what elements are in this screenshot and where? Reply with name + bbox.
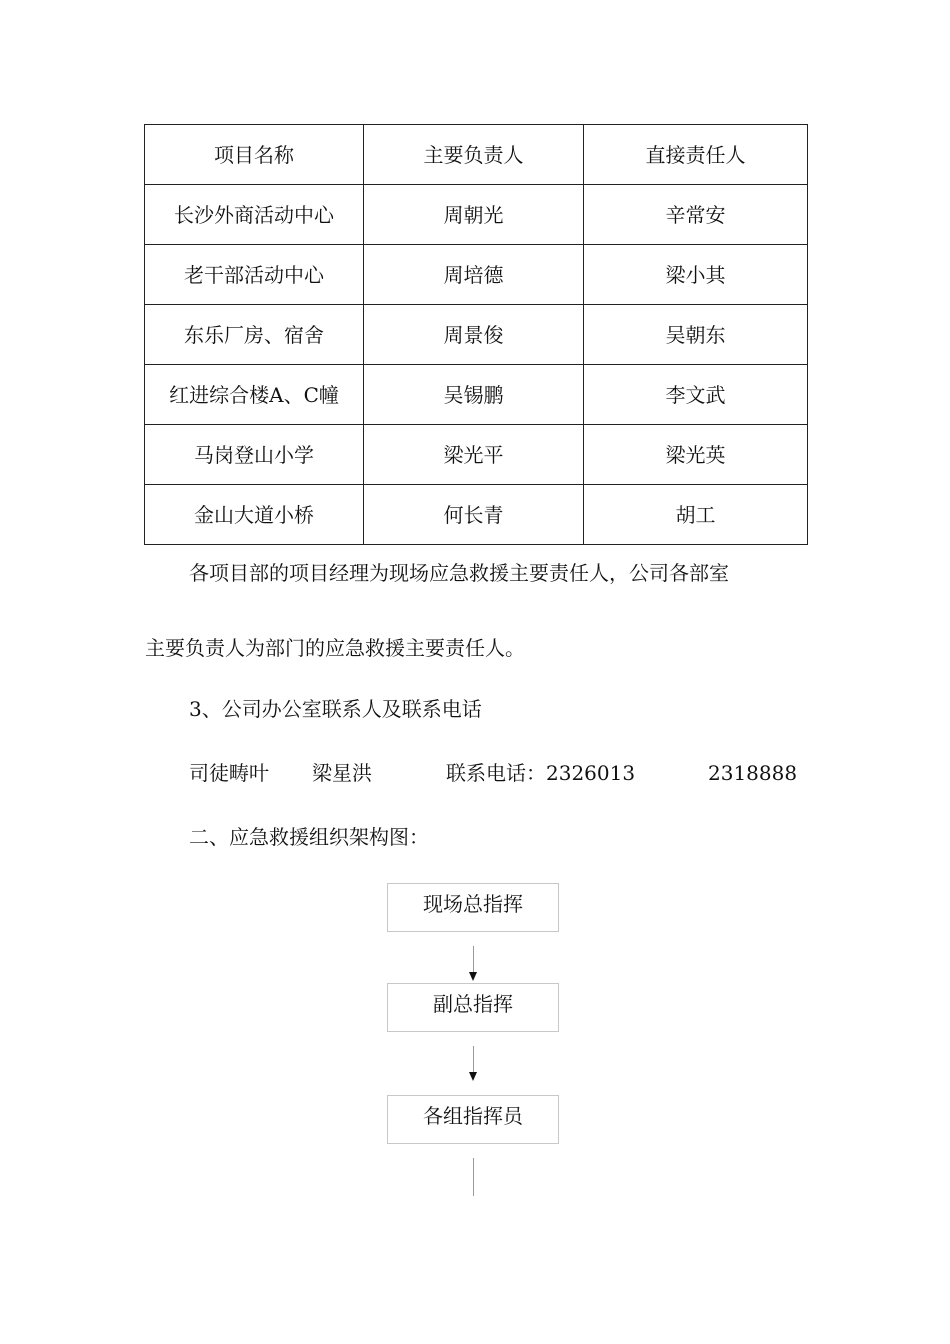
connector-line [473,946,474,972]
direct-responsible-cell: 李文武 [584,365,808,425]
direct-responsible-cell: 梁小其 [584,245,808,305]
table-row [145,305,808,365]
connector-line [473,1046,474,1072]
contact-phone-2: 2318888 [708,761,798,785]
org-node-deputy-commander: 副总指挥 [387,983,559,1032]
project-name-cell: 东乐厂房、宿舍 [145,305,364,365]
table-row [145,365,808,425]
table-header-row [145,125,808,185]
table-row [145,425,808,485]
header-main-leader: 主要负责人 [364,125,584,185]
main-leader-cell: 何长青 [364,485,584,545]
project-name-cell: 红进综合楼A、C幢 [145,365,364,425]
org-node-group-commanders: 各组指挥员 [387,1095,559,1144]
main-leader-cell: 周培德 [364,245,584,305]
contact-person-1: 司徒畴叶 [189,761,269,785]
project-name-cell: 长沙外商活动中心 [145,185,364,245]
paragraph-line-1: 各项目部的项目经理为现场应急救援主要责任人，公司各部室 [189,561,729,585]
direct-responsible-cell: 辛常安 [584,185,808,245]
header-project-name: 项目名称 [145,125,364,185]
arrow-down-icon [469,1072,477,1081]
main-leader-cell: 吴锡鹏 [364,365,584,425]
direct-responsible-cell: 胡工 [584,485,808,545]
contact-phone-1: 联系电话：2326013 [446,761,636,785]
table-row [145,245,808,305]
header-direct-responsible: 直接责任人 [584,125,808,185]
arrow-down-icon [469,972,477,981]
direct-responsible-cell: 吴朝东 [584,305,808,365]
table-row [145,185,808,245]
contact-heading: 3、公司办公室联系人及联系电话 [189,697,482,721]
contact-person-2: 梁星洪 [312,761,372,785]
project-name-cell: 马岗登山小学 [145,425,364,485]
table-row [145,485,808,545]
connector-line [473,1158,474,1196]
org-chart-heading: 二、应急救援组织架构图： [189,825,429,849]
project-name-cell: 老干部活动中心 [145,245,364,305]
main-leader-cell: 周景俊 [364,305,584,365]
main-leader-cell: 周朝光 [364,185,584,245]
main-leader-cell: 梁光平 [364,425,584,485]
paragraph-line-2: 主要负责人为部门的应急救援主要责任人。 [145,636,525,660]
direct-responsible-cell: 梁光英 [584,425,808,485]
org-node-site-commander: 现场总指挥 [387,883,559,932]
project-name-cell: 金山大道小桥 [145,485,364,545]
responsibility-table [144,124,808,545]
